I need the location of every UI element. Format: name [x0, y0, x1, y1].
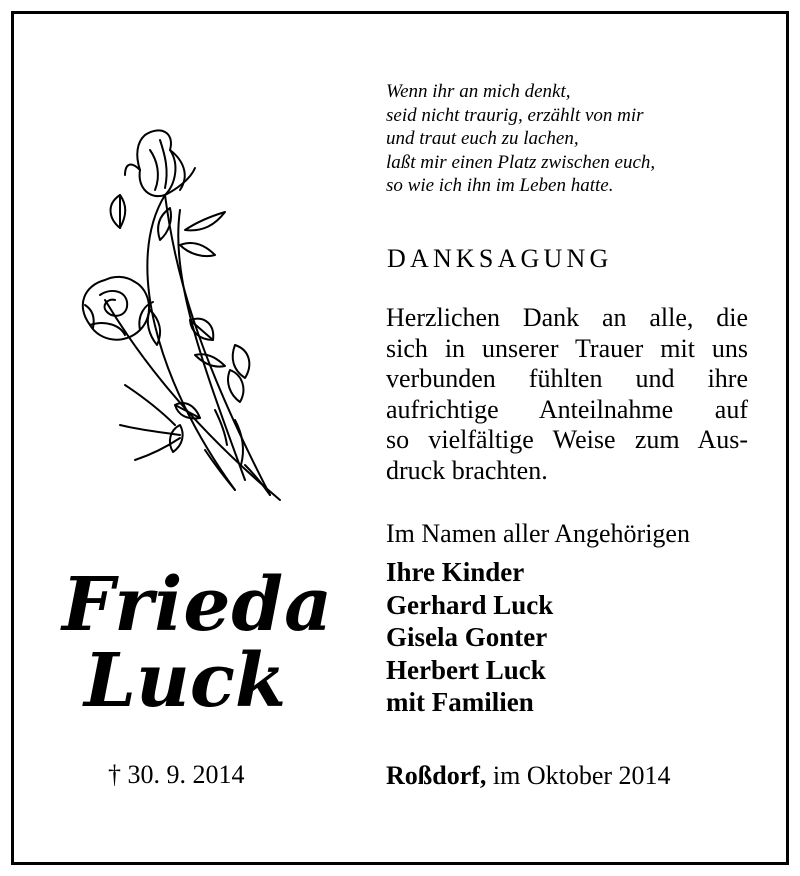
deceased-first-name: Frieda — [62, 562, 334, 648]
poem — [386, 80, 655, 198]
poem-line: laßt mir einen Platz zwischen euch, — [386, 151, 656, 173]
place-date: im Oktober 2014 — [492, 761, 671, 790]
family-list — [386, 556, 553, 719]
heading-danksagung: DANKSAGUNG — [387, 244, 613, 273]
poem-line: Wenn ihr an mich denkt, — [386, 81, 571, 102]
thanks-line: aufrichtige Anteilnahme auf — [386, 394, 748, 424]
family-member: Ihre Kinder — [386, 557, 525, 587]
family-member: Herbert Luck — [386, 654, 546, 685]
thanks-line: verbunden fühlten und ihre — [386, 364, 748, 393]
poem-line: und traut euch zu lachen, — [386, 128, 579, 149]
poem-line: seid nicht traurig, erzählt von mir — [386, 104, 644, 126]
family-member: Gerhard Luck — [386, 589, 554, 620]
place-and-date — [386, 761, 671, 791]
thanks-line: so vielfältige Weise zum Aus- — [386, 425, 748, 454]
poem-line: so wie ich ihn im Leben hatte. — [386, 175, 614, 196]
death-date: † 30. 9. 2014 — [108, 760, 245, 789]
rose-drawing-icon — [65, 120, 305, 520]
thanks-line: druck brachten. — [386, 455, 548, 485]
deceased-last-name: Luck — [84, 638, 287, 724]
family-member: Gisela Gonter — [386, 622, 548, 652]
family-member: mit Familien — [386, 687, 534, 717]
thanks-paragraph — [386, 303, 748, 486]
behalf-line: Im Namen aller Angehörigen — [386, 519, 690, 548]
thanks-line: Herzlichen Dank an alle, die — [386, 303, 748, 332]
thanks-line: sich in unserer Trauer mit uns — [386, 333, 748, 363]
place-town: Roßdorf, — [386, 761, 487, 790]
